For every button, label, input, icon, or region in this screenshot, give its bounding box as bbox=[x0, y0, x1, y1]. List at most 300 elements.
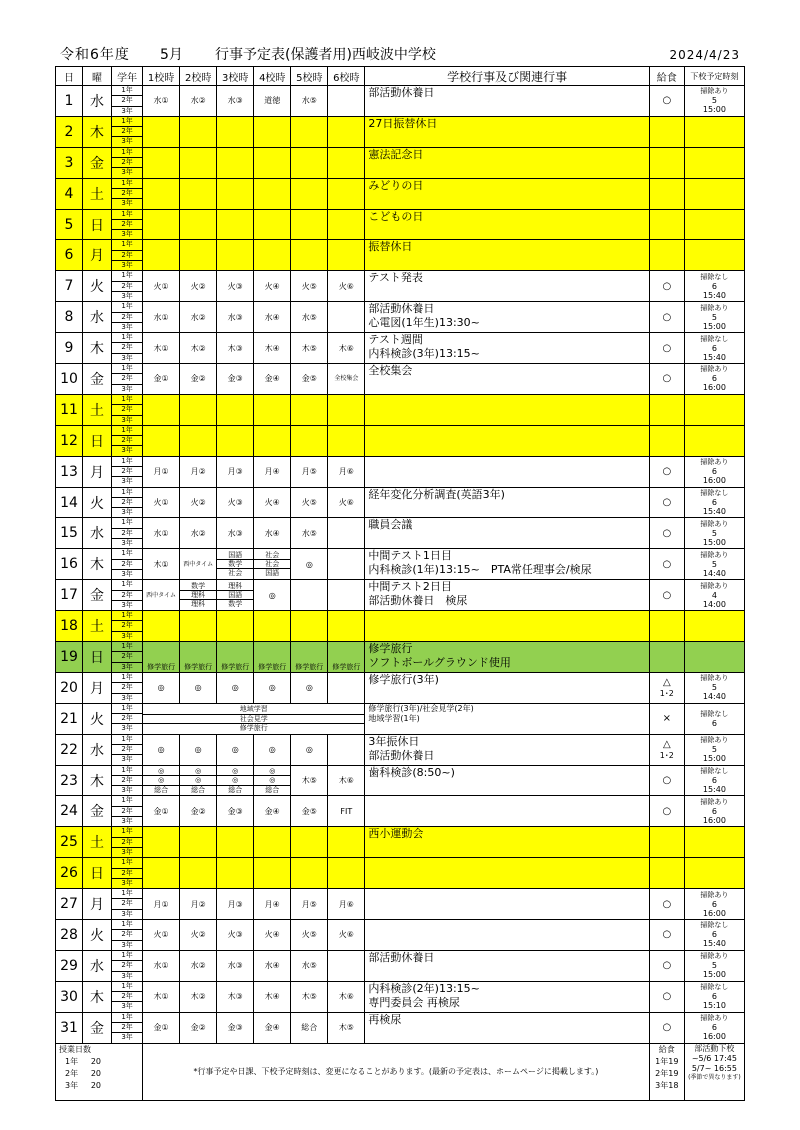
dismissal-line: 6 bbox=[711, 899, 717, 909]
grade-label: 1年 bbox=[112, 240, 142, 250]
day-row bbox=[56, 456, 745, 487]
grade-label: 2年 bbox=[65, 1068, 79, 1078]
grade-label: 3年 bbox=[121, 847, 133, 856]
day-number: 5 bbox=[56, 209, 83, 240]
period-cell: 木③ bbox=[217, 333, 254, 364]
period-line: 総合 bbox=[228, 785, 243, 794]
period-cell: 西中タイム bbox=[180, 549, 217, 580]
event-line: 再検尿 bbox=[368, 1012, 402, 1026]
day-of-week: 火 bbox=[83, 271, 112, 302]
day-number: 10 bbox=[56, 364, 83, 395]
event-cell bbox=[365, 734, 649, 765]
period-cell: 木④ bbox=[254, 981, 291, 1012]
period-cell: 金② bbox=[180, 796, 217, 827]
dismissal-cell bbox=[684, 518, 744, 549]
kyushoku-line: 1･2 bbox=[659, 750, 674, 760]
kyushoku-cell bbox=[649, 209, 684, 240]
period-line: 総合 bbox=[265, 785, 280, 794]
class-days-1 bbox=[59, 1056, 142, 1068]
span-line: 修学旅行 bbox=[239, 723, 268, 732]
period-line: 数学 bbox=[228, 600, 243, 609]
period-cell: 火⑥ bbox=[328, 271, 365, 302]
dismissal-line: 掃除なし bbox=[700, 767, 729, 776]
period-cell bbox=[143, 827, 180, 858]
period-line: 総合 bbox=[154, 785, 169, 794]
grade-label: 2年 bbox=[112, 436, 142, 446]
grade-stack bbox=[112, 765, 143, 796]
period-cell bbox=[180, 116, 217, 147]
period-cell: 金③ bbox=[217, 1012, 254, 1043]
period-cell bbox=[328, 209, 365, 240]
day-of-week: 月 bbox=[83, 240, 112, 271]
dismissal-line: 6 bbox=[711, 1023, 717, 1033]
period-cell bbox=[328, 394, 365, 425]
grade-label: 1年 bbox=[112, 426, 142, 436]
period-cell: ◎ bbox=[254, 580, 291, 611]
dismissal-cell bbox=[684, 981, 744, 1012]
grade-label: 2年 bbox=[112, 714, 142, 724]
grade-label: 2年 bbox=[112, 745, 142, 755]
dismissal-cell bbox=[684, 611, 744, 642]
period-cell: 水⑤ bbox=[291, 302, 328, 333]
period-cell: 火④ bbox=[254, 487, 291, 518]
dismissal-cell bbox=[684, 796, 744, 827]
event-cell bbox=[365, 549, 649, 580]
event-line: 3年振休日 bbox=[368, 734, 420, 748]
period-cell bbox=[180, 765, 217, 796]
grade-label: 2年 bbox=[112, 560, 142, 570]
kyushoku-cell bbox=[649, 827, 684, 858]
period-line: 数学 bbox=[217, 560, 253, 569]
dismissal-cell bbox=[684, 302, 744, 333]
grade-stack bbox=[112, 950, 143, 981]
day-number: 19 bbox=[56, 642, 83, 673]
period-cell: ◎ bbox=[291, 549, 328, 580]
event-line: 心電図(1年生)13:30~ bbox=[368, 316, 480, 330]
month-label: 5月 bbox=[160, 47, 183, 63]
dismissal-line: 14:00 bbox=[702, 599, 726, 609]
period-cell: 水② bbox=[180, 518, 217, 549]
dismissal-cell bbox=[684, 580, 744, 611]
day-row bbox=[56, 487, 745, 518]
period-cell bbox=[254, 209, 291, 240]
grade-stack bbox=[112, 425, 143, 456]
dismissal-line: 5 bbox=[711, 961, 717, 971]
grade-label: 1年 bbox=[112, 117, 142, 127]
period-cell bbox=[291, 116, 328, 147]
day-of-week: 火 bbox=[83, 703, 112, 734]
day-of-week: 水 bbox=[83, 950, 112, 981]
grade-label: 3年 bbox=[121, 878, 133, 887]
grade-label: 1年 bbox=[112, 704, 142, 714]
kyushoku-cell bbox=[649, 178, 684, 209]
dismissal-line: 16:00 bbox=[702, 815, 726, 825]
kyushoku-label: 給食 bbox=[658, 1044, 675, 1054]
col-p2: 2校時 bbox=[180, 67, 217, 86]
dismissal-line: 14:40 bbox=[702, 568, 726, 578]
period-cell: FIT bbox=[328, 796, 365, 827]
dismissal-line: 掃除なし bbox=[700, 709, 729, 718]
grade-stack bbox=[112, 271, 143, 302]
dismissal-cell bbox=[684, 549, 744, 580]
kyushoku-line: △ bbox=[662, 738, 671, 750]
dismissal-line: 6 bbox=[711, 281, 717, 291]
event-cell bbox=[365, 394, 649, 425]
kyushoku-cell bbox=[649, 672, 684, 703]
event-line: 中間テスト2日目 bbox=[368, 580, 452, 594]
day-row bbox=[56, 765, 745, 796]
grade-label: 3年 bbox=[121, 353, 133, 362]
dismissal-line: 15:40 bbox=[702, 352, 726, 362]
grade-stack bbox=[112, 518, 143, 549]
grade-label: 2年 bbox=[112, 220, 142, 230]
day-row bbox=[56, 394, 745, 425]
dismissal-line: 16:00 bbox=[702, 908, 726, 918]
day-of-week: 水 bbox=[83, 302, 112, 333]
period-line: 国語 bbox=[217, 551, 253, 560]
day-row bbox=[56, 672, 745, 703]
period-cell bbox=[143, 425, 180, 456]
event-cell bbox=[365, 1012, 649, 1043]
period-cell bbox=[217, 549, 254, 580]
grade-label: 1年 bbox=[112, 302, 142, 312]
issue-date: 2024/4/23 bbox=[669, 48, 740, 62]
period-cell: 火③ bbox=[217, 920, 254, 951]
period-cell bbox=[328, 116, 365, 147]
col-events: 学校行事及び関連行事 bbox=[365, 67, 649, 86]
period-cell bbox=[328, 827, 365, 858]
grade-label: 2年 bbox=[112, 992, 142, 1002]
day-of-week: 金 bbox=[83, 364, 112, 395]
period-cell bbox=[217, 611, 254, 642]
grade-label: 3年 bbox=[121, 662, 133, 671]
period-cell: 火⑤ bbox=[291, 920, 328, 951]
grade-label: 3年 bbox=[121, 1002, 133, 1011]
dismissal-line: 15:00 bbox=[702, 970, 726, 980]
footer-note: *行事予定や日課、下校予定時刻は、変更になることがあります。(最新の予定表は、ホームページに掲載します。) bbox=[143, 1043, 650, 1100]
period-cell bbox=[217, 765, 254, 796]
grade-label: 3年 bbox=[121, 261, 133, 270]
dismissal-line: 掃除あり bbox=[700, 87, 729, 96]
day-of-week: 金 bbox=[83, 580, 112, 611]
grade-label: 2年 bbox=[112, 405, 142, 415]
period-cell: 金④ bbox=[254, 364, 291, 395]
event-line: 中間テスト1日目 bbox=[368, 549, 452, 563]
day-number: 13 bbox=[56, 456, 83, 487]
period-cell: 金① bbox=[143, 1012, 180, 1043]
dismissal-line: 15:40 bbox=[702, 290, 726, 300]
col-dow: 曜 bbox=[83, 67, 112, 86]
period-cell: 水③ bbox=[217, 518, 254, 549]
day-of-week: 水 bbox=[83, 86, 112, 117]
period-cell: 金④ bbox=[254, 1012, 291, 1043]
period-cell bbox=[328, 518, 365, 549]
day-number: 15 bbox=[56, 518, 83, 549]
grade-label: 2年 bbox=[112, 189, 142, 199]
grade-label: 3年 bbox=[121, 322, 133, 331]
period-cell: 水③ bbox=[217, 86, 254, 117]
kyushoku-cell: ○ bbox=[649, 765, 684, 796]
period-cell bbox=[254, 240, 291, 271]
day-row bbox=[56, 827, 745, 858]
day-of-week: 火 bbox=[83, 920, 112, 951]
grade-label: 1年 bbox=[112, 673, 142, 683]
period-cell bbox=[291, 394, 328, 425]
period-cell bbox=[217, 116, 254, 147]
class-days-label: 授業日数 bbox=[59, 1044, 91, 1054]
kyushoku-cell bbox=[649, 240, 684, 271]
day-number: 27 bbox=[56, 889, 83, 920]
period-cell bbox=[291, 425, 328, 456]
dismissal-line: 掃除あり bbox=[700, 952, 729, 961]
period-line: ◎ bbox=[180, 767, 216, 776]
period-cell bbox=[217, 394, 254, 425]
col-dismissal: 下校予定時刻 bbox=[684, 67, 744, 86]
dismissal-cell bbox=[684, 642, 744, 673]
dismissal-cell bbox=[684, 333, 744, 364]
dismissal-line: 掃除なし bbox=[700, 334, 729, 343]
kyushoku-cell: ○ bbox=[649, 889, 684, 920]
period-cell: 木② bbox=[180, 333, 217, 364]
period-cell: 月① bbox=[143, 456, 180, 487]
kyushoku-cell bbox=[649, 425, 684, 456]
period-cell: ◎ bbox=[217, 672, 254, 703]
day-of-week: 金 bbox=[83, 147, 112, 178]
header-row bbox=[56, 67, 745, 86]
grade-label: 2年 bbox=[112, 930, 142, 940]
period-cell bbox=[180, 178, 217, 209]
day-of-week: 土 bbox=[83, 178, 112, 209]
period-cell: 火⑥ bbox=[328, 487, 365, 518]
dismissal-line: 掃除あり bbox=[700, 519, 729, 528]
period-cell: ◎ bbox=[143, 734, 180, 765]
period-cell bbox=[180, 147, 217, 178]
grade-label: 1年 bbox=[112, 1013, 142, 1023]
period-cell: 火⑤ bbox=[291, 271, 328, 302]
day-row bbox=[56, 858, 745, 889]
grade-label: 1年 bbox=[112, 611, 142, 621]
grade-stack bbox=[112, 549, 143, 580]
dismissal-cell bbox=[684, 240, 744, 271]
kyushoku-cell: ○ bbox=[649, 364, 684, 395]
period-cell bbox=[291, 827, 328, 858]
dismissal-cell bbox=[684, 827, 744, 858]
event-line: 部活動休養日 検尿 bbox=[368, 594, 468, 608]
dismissal-line: 6 bbox=[711, 718, 717, 728]
grade-label: 2年 bbox=[112, 776, 142, 786]
period-cell bbox=[254, 549, 291, 580]
period-cell bbox=[217, 580, 254, 611]
event-line: 地域学習(1年) bbox=[368, 713, 420, 723]
dismissal-line: 15:00 bbox=[702, 105, 726, 115]
event-line: 専門委員会 再検尿 bbox=[368, 995, 460, 1009]
day-of-week: 木 bbox=[83, 981, 112, 1012]
kyushoku-days bbox=[649, 1043, 684, 1100]
kyushoku-cell bbox=[649, 642, 684, 673]
day-row bbox=[56, 981, 745, 1012]
period-cell: 木③ bbox=[217, 981, 254, 1012]
period-cell: 修学旅行 bbox=[143, 642, 180, 673]
day-row bbox=[56, 333, 745, 364]
kyushoku-cell: ○ bbox=[649, 518, 684, 549]
period-line: ◎ bbox=[254, 776, 290, 785]
dismissal-line: 掃除なし bbox=[700, 489, 729, 498]
period-line: ◎ bbox=[217, 776, 253, 785]
kyushoku-cell bbox=[649, 734, 684, 765]
day-row bbox=[56, 611, 745, 642]
event-cell bbox=[365, 920, 649, 951]
dismissal-cell bbox=[684, 425, 744, 456]
event-line: 内科検診(3年)13:15~ bbox=[368, 347, 480, 361]
day-number: 3 bbox=[56, 147, 83, 178]
period-cell bbox=[328, 240, 365, 271]
day-of-week: 水 bbox=[83, 734, 112, 765]
schedule-table bbox=[55, 66, 745, 1101]
grade-label: 3年 bbox=[121, 786, 133, 795]
grade-label: 1年 bbox=[112, 395, 142, 405]
grade-stack bbox=[112, 364, 143, 395]
grade-label: 2年 bbox=[112, 96, 142, 106]
kyushoku-cell bbox=[649, 116, 684, 147]
period-cell: 月② bbox=[180, 889, 217, 920]
grade-label: 2年 bbox=[112, 899, 142, 909]
day-number: 7 bbox=[56, 271, 83, 302]
period-cell: 木① bbox=[143, 549, 180, 580]
event-cell bbox=[365, 642, 649, 673]
event-line: こどもの日 bbox=[368, 209, 424, 223]
period-cell bbox=[328, 672, 365, 703]
col-kyushoku: 給食 bbox=[649, 67, 684, 86]
period-cell: 木⑥ bbox=[328, 981, 365, 1012]
grade-label: 3年 bbox=[121, 693, 133, 702]
grade-label: 3年 bbox=[121, 600, 133, 609]
dismissal-line: 6 bbox=[711, 498, 717, 508]
day-of-week: 土 bbox=[83, 394, 112, 425]
period-cell: 火⑥ bbox=[328, 920, 365, 951]
col-day: 日 bbox=[56, 67, 83, 86]
event-line: 経年変化分析調査(英語3年) bbox=[368, 487, 505, 501]
event-line: 全校集会 bbox=[368, 364, 413, 378]
period-cell: 水④ bbox=[254, 518, 291, 549]
grade-label: 1年 bbox=[112, 766, 142, 776]
event-line: 憲法記念日 bbox=[368, 147, 424, 161]
day-row bbox=[56, 642, 745, 673]
day-number: 2 bbox=[56, 116, 83, 147]
class-days-2 bbox=[59, 1068, 142, 1080]
day-row bbox=[56, 240, 745, 271]
day-row bbox=[56, 549, 745, 580]
period-cell bbox=[328, 950, 365, 981]
dismissal-line: 5 bbox=[711, 559, 717, 569]
day-row bbox=[56, 364, 745, 395]
dismissal-line: 6 bbox=[711, 930, 717, 940]
period-cell bbox=[254, 765, 291, 796]
period-cell bbox=[180, 394, 217, 425]
kyushoku-cell: ○ bbox=[649, 796, 684, 827]
period-cell: ◎ bbox=[254, 672, 291, 703]
event-cell bbox=[365, 209, 649, 240]
day-of-week: 木 bbox=[83, 333, 112, 364]
dismissal-line: 掃除あり bbox=[700, 890, 729, 899]
event-cell bbox=[365, 425, 649, 456]
event-cell bbox=[365, 611, 649, 642]
dismissal-line: 15:40 bbox=[702, 785, 726, 795]
grade-label: 1年 bbox=[112, 148, 142, 158]
day-number: 11 bbox=[56, 394, 83, 425]
day-number: 23 bbox=[56, 765, 83, 796]
grade-label: 1年 bbox=[112, 333, 142, 343]
dismissal-line: 15:10 bbox=[702, 1001, 726, 1011]
grade-label: 2年 bbox=[112, 127, 142, 137]
period-cell bbox=[143, 858, 180, 889]
grade-stack bbox=[112, 734, 143, 765]
dismissal-line: 掃除あり bbox=[700, 550, 729, 559]
period-cell bbox=[328, 86, 365, 117]
day-number: 9 bbox=[56, 333, 83, 364]
grade-stack bbox=[112, 981, 143, 1012]
grade-label: 1年 bbox=[112, 179, 142, 189]
period-cell bbox=[328, 549, 365, 580]
period-cell bbox=[143, 209, 180, 240]
period-cell: 修学旅行 bbox=[328, 642, 365, 673]
grade-label: 2年 bbox=[112, 498, 142, 508]
dismissal-cell bbox=[684, 858, 744, 889]
dismissal-cell bbox=[684, 209, 744, 240]
day-number: 18 bbox=[56, 611, 83, 642]
period-cell bbox=[254, 611, 291, 642]
period-cell bbox=[143, 147, 180, 178]
day-number: 8 bbox=[56, 302, 83, 333]
event-cell bbox=[365, 86, 649, 117]
period-cell: 木⑤ bbox=[328, 1012, 365, 1043]
event-line: ソフトボールグラウンド使用 bbox=[368, 656, 511, 670]
period-cell: 月⑤ bbox=[291, 889, 328, 920]
dismissal-line: 5 bbox=[711, 96, 717, 106]
period-cell: 全校集会 bbox=[328, 364, 365, 395]
period-cell bbox=[291, 147, 328, 178]
grade-label: 1年 bbox=[65, 1056, 79, 1066]
day-row bbox=[56, 271, 745, 302]
event-line: 修学旅行(3年)/社会見学(2年) bbox=[368, 703, 474, 713]
day-of-week: 月 bbox=[83, 889, 112, 920]
day-row bbox=[56, 889, 745, 920]
day-row bbox=[56, 425, 745, 456]
period-cell: 金③ bbox=[217, 364, 254, 395]
day-of-week: 月 bbox=[83, 456, 112, 487]
day-count: 20 bbox=[90, 1056, 101, 1066]
dismissal-line: 掃除あり bbox=[700, 365, 729, 374]
day-of-week: 金 bbox=[83, 796, 112, 827]
event-line: 職員会議 bbox=[368, 518, 413, 532]
grade-label: 2年 bbox=[112, 838, 142, 848]
period-cell: ◎ bbox=[180, 734, 217, 765]
grade-stack bbox=[112, 611, 143, 642]
club-label: 部活動下校 bbox=[694, 1043, 735, 1053]
period-cell: 総合 bbox=[291, 1012, 328, 1043]
period-cell bbox=[328, 580, 365, 611]
day-row bbox=[56, 734, 745, 765]
period-span bbox=[143, 703, 365, 734]
day-row bbox=[56, 178, 745, 209]
grade-stack bbox=[112, 920, 143, 951]
period-cell bbox=[217, 209, 254, 240]
grade-label: 1年 bbox=[112, 364, 142, 374]
period-cell: 木⑤ bbox=[291, 765, 328, 796]
period-cell: ◎ bbox=[254, 734, 291, 765]
grade-label: 2年 bbox=[112, 807, 142, 817]
period-cell bbox=[143, 116, 180, 147]
period-line: 理科 bbox=[217, 582, 253, 591]
